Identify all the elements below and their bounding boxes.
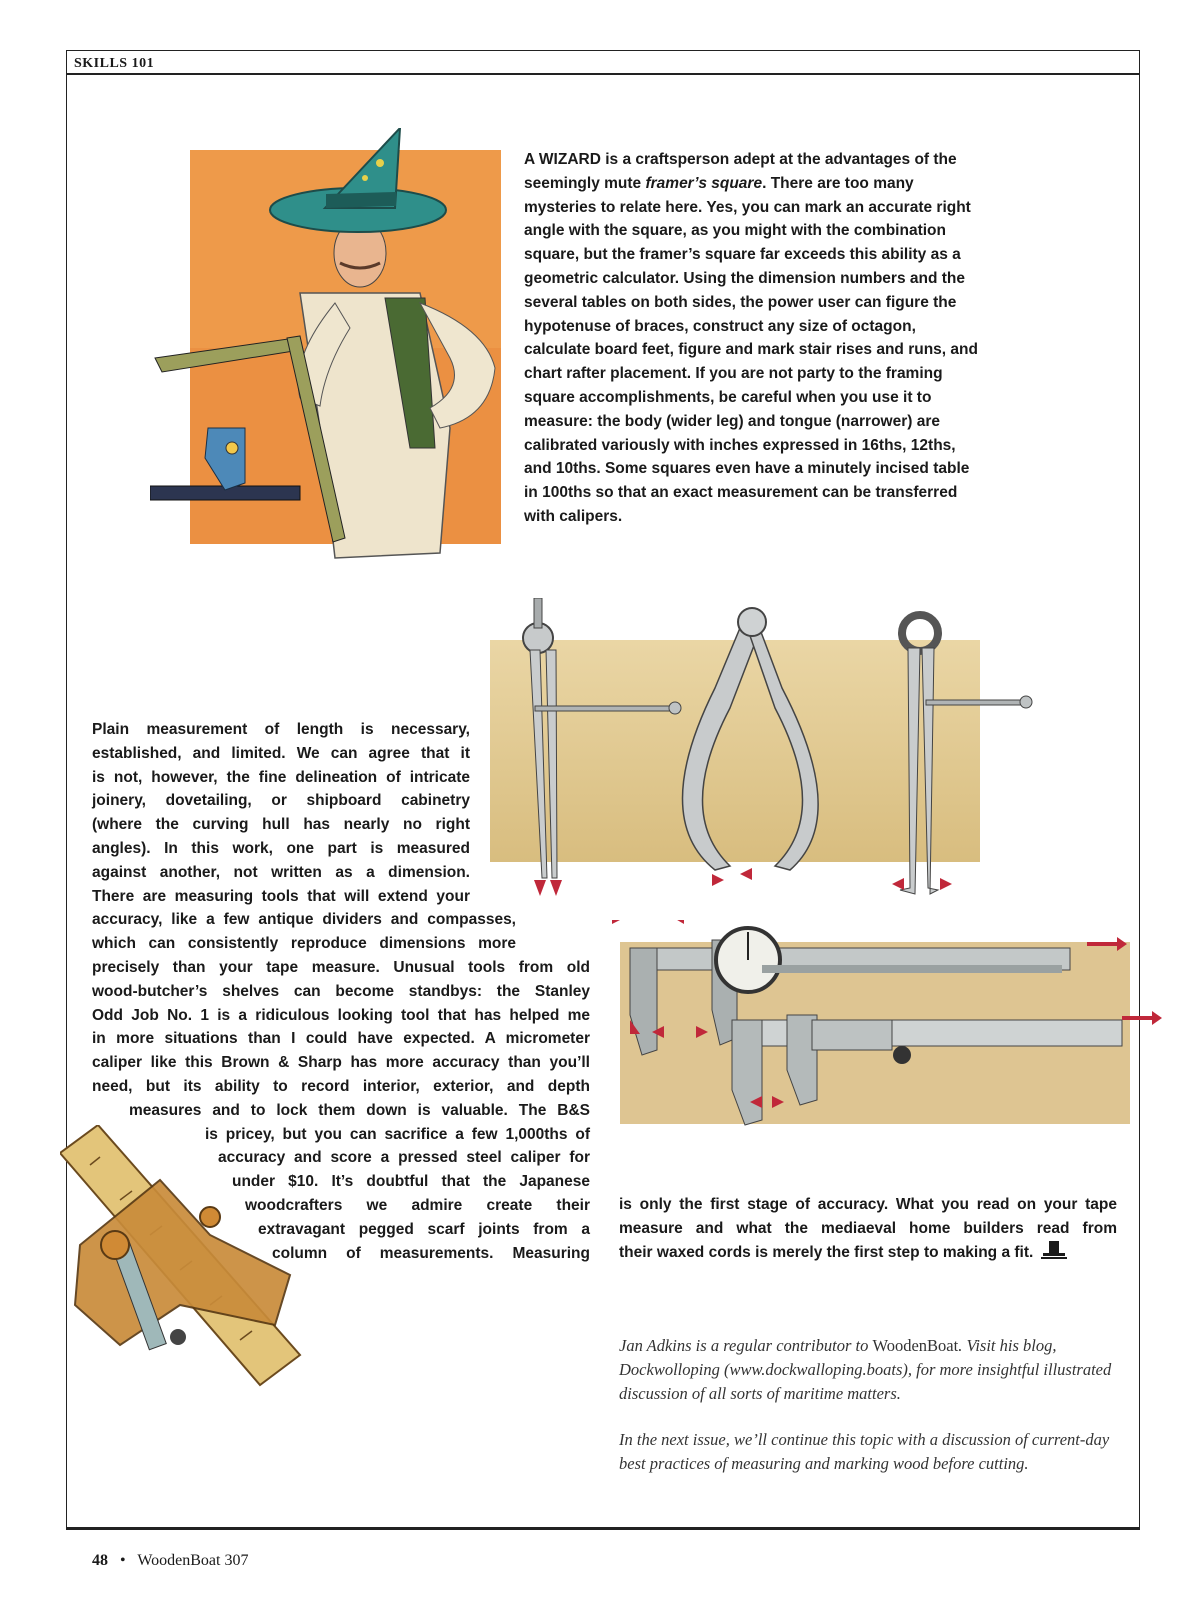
closing-line-3 (619, 1241, 1117, 1265)
main-line-6: angles). In this work, one part is measured (92, 839, 470, 857)
page-number: 48 (92, 1552, 108, 1569)
main-line-8: There are measuring tools that will extend your (92, 887, 470, 905)
next-issue-note: In the next issue, we’ll continue this topic with a discussion of current-day best practices of measuring and marking wood before cutting. (619, 1430, 1110, 1473)
issue-label: WoodenBoat 307 (137, 1552, 249, 1569)
main-line-10: which can consistently reproduce dimensions more (92, 935, 516, 953)
section-label: SKILLS 101 (74, 56, 155, 71)
main-line-17: measures and to lock them down is valuable. The B&S (129, 1101, 590, 1119)
closing-line-2: measure and what the mediaeval home builders read from (619, 1219, 1117, 1237)
main-line-12: wood-butcher’s shelves can become standbys: the Stanley (92, 982, 590, 1000)
magazine-name: WoodenBoat (872, 1336, 959, 1355)
page-footer (92, 1552, 248, 1570)
end-mark-icon (1041, 1241, 1067, 1259)
author-note-b: . Visit his blog, Dockwolloping (www.dockwalloping.boats), for more insightful illustrated discussion of all sorts of maritime matters. (619, 1336, 1112, 1403)
main-line-5: (where the curving hull has nearly no right (92, 816, 470, 834)
intro-lead: A WIZARD is a craftsperson adept at the advantages of the seemingly mute (524, 151, 957, 192)
closing-line-3-text: their waxed cords is merely the first step to making a fit. (619, 1243, 1034, 1261)
main-line-19: accuracy and score a pressed steel caliper for (218, 1149, 590, 1167)
author-bio (619, 1334, 1117, 1498)
intro-rest: . There are too many mysteries to relate here. Yes, you can mark an accurate right angle with the square, as you might with the combination square, but the framer’s square far exceeds this ability as a geometric calculator. Using the dimension numbers and the several tables on both sides, the power user can figure the hypotenuse of braces, construct any size of octagon, calculate board feet, figure and mark stair rises and runs, and chart rafter placement. If you are not party to the framing square accomplishments, be careful when you use it to measure: the body (wider leg) and tongue (narrower) are calibrated variously with inches expressed in 16ths, 12ths, and 10ths. Some squares even have a minutely incised table in 100ths so that an exact measurement can be transferred with calipers. (524, 174, 978, 525)
author-note (619, 1334, 1117, 1406)
main-line-4: joinery, dovetailing, or shipboard cabinetry (92, 792, 470, 810)
main-line-9: accuracy, like a few antique dividers and compasses, (92, 911, 516, 929)
footer-separator: • (120, 1552, 126, 1569)
intro-paragraph (524, 148, 979, 529)
intro-emphasis: framer’s square (645, 174, 763, 192)
author-note-a: Jan Adkins is a regular contributor to (619, 1336, 873, 1355)
main-line-21: woodcrafters we admire create their (245, 1196, 590, 1214)
main-line-1: Plain measurement of length is necessary, (92, 721, 470, 738)
main-line-13: Odd Job No. 1 is a ridiculous looking tool that has helped me (92, 1006, 590, 1024)
main-line-22: extravagant pegged scarf joints from a (258, 1220, 590, 1238)
main-line-15: caliper like this Brown & Sharp has more accuracy than you’ll (92, 1054, 590, 1072)
main-line-11: precisely than your tape measure. Unusual tools from old (92, 958, 590, 976)
main-line-23: column of measurements. Measuring (272, 1244, 590, 1262)
vernier-calipers-illustration (612, 920, 1167, 1135)
main-line-3: is not, however, the fine delineation of intricate (92, 768, 470, 786)
main-line-14: in more situations than I could have expected. A micrometer (92, 1030, 590, 1048)
main-line-20: under $10. It’s doubtful that the Japanese (232, 1173, 590, 1191)
closing-paragraph (619, 1193, 1117, 1264)
main-line-18: is pricey, but you can sacrifice a few 1,000ths of (205, 1125, 590, 1143)
main-line-2: established, and limited. We can agree that it (92, 744, 470, 762)
main-line-7: against another, not written as a dimension. (92, 863, 470, 881)
wizard-illustration (150, 128, 515, 570)
closing-line-1: is only the first stage of accuracy. What you read on your tape (619, 1196, 1117, 1213)
odd-job-tool-illustration (60, 1125, 315, 1415)
main-line-16: need, but its ability to record interior, exterior, and depth (92, 1077, 590, 1095)
section-header (66, 50, 1140, 75)
